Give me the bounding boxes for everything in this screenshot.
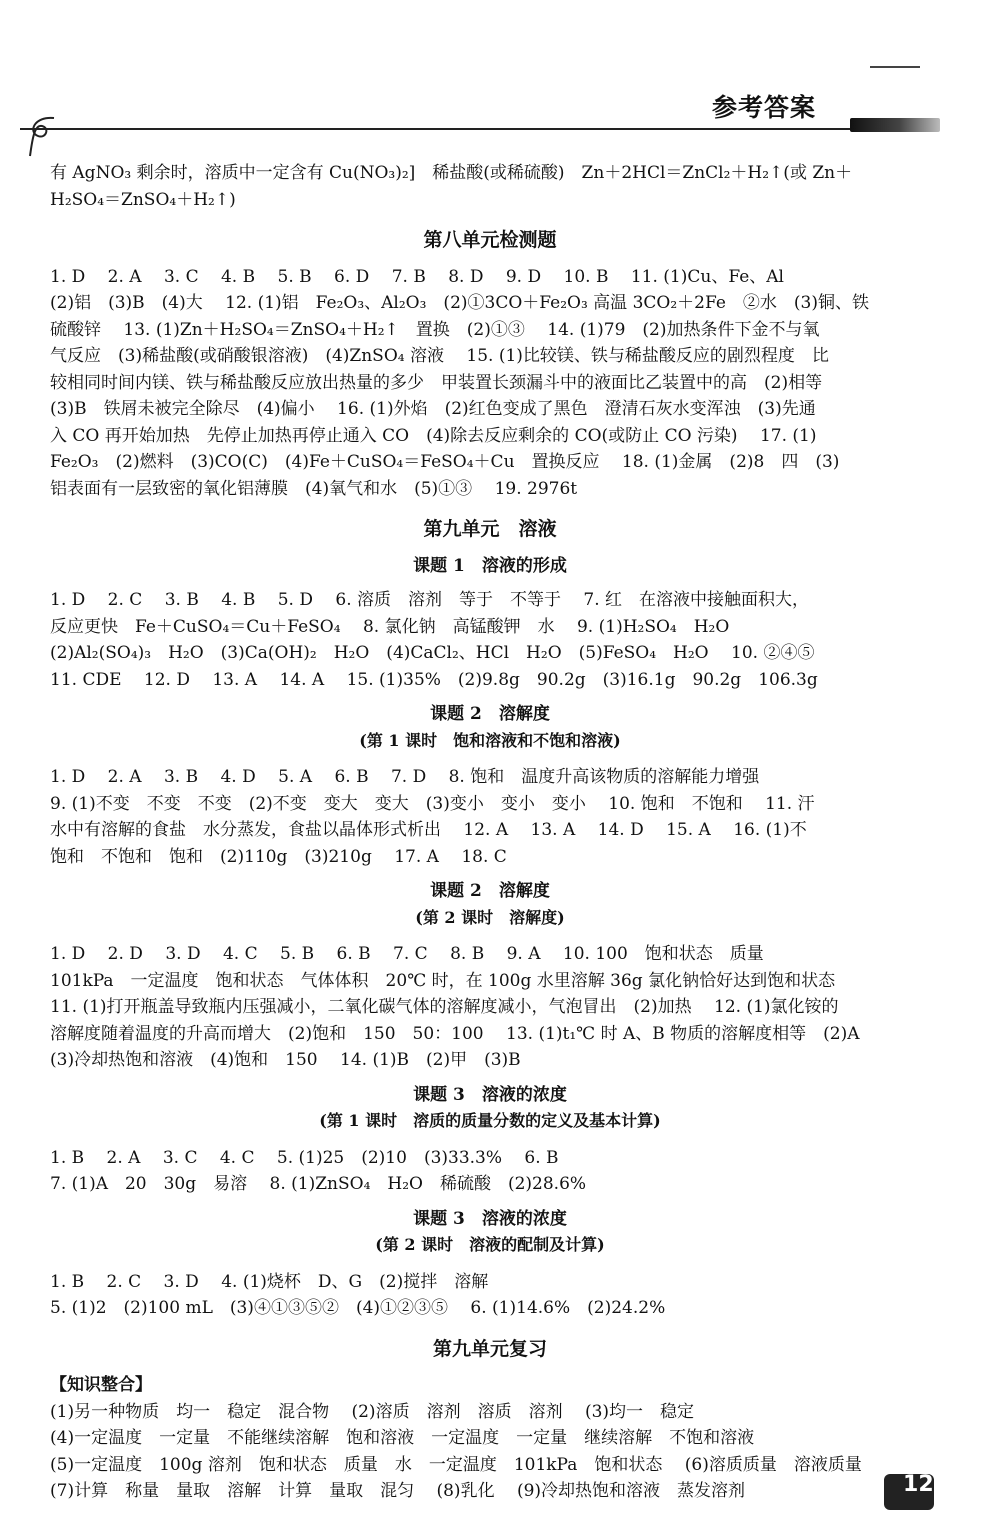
header-ornament-dash xyxy=(870,66,920,68)
topic2a-line: 水中有溶解的食盐 水分蒸发，食盐以晶体形式析出 12. A 13. A 14. D 15. A 16. (1)不 xyxy=(50,820,807,840)
header-bar-decoration xyxy=(850,118,940,132)
topic1-line: 11. CDE 12. D 13. A 14. A 15. (1)35% (2)9.8g 90.2g (3)16.1g 90.2g 106.3g xyxy=(50,669,818,690)
unit8-line: 较相同时间内镁、铁与稀盐酸反应放出热量的多少 甲装置长颈漏斗中的液面比乙装置中的高 (2)相等 xyxy=(50,372,823,393)
swirl-ornament-icon xyxy=(24,112,68,162)
header-rule xyxy=(20,128,880,130)
topic2b-line: 1. D 2. D 3. D 4. C 5. B 6. B 7. C 8. B 9. A 10. 100 饱和状态 质量 xyxy=(50,944,764,964)
topic2a-line: 1. D 2. A 3. B 4. D 5. A 6. B 7. D 8. 饱和 温度升高该物质的溶解能力增强 xyxy=(50,767,760,787)
unit9-title: 第九单元 溶液 xyxy=(423,518,557,540)
topic2b-line: 11. (1)打开瓶盖导致瓶内压强减小，二氧化碳气体的溶解度减小，气泡冒出 (2)加热 12. (1)氯化铵的 xyxy=(50,997,839,1017)
topic3a-line: 7. (1)A 20 30g 易溶 8. (1)ZnSO₄ H₂O 稀硫酸 (2)28.6% xyxy=(50,1174,587,1194)
review-line: (4)一定温度 一定量 不能继续溶解 饱和溶液 一定温度 一定量 继续溶解 不饱和溶液 xyxy=(50,1428,755,1448)
unit8-line: 1. D 2. A 3. C 4. B 5. B 6. D 7. B 8. D 9. D 10. B 11. (1)Cu、Fe、Al xyxy=(50,266,784,287)
topic2a-title: 课题 2 溶解度 xyxy=(430,704,550,724)
answer-content xyxy=(50,160,930,1505)
review-line: (5)一定温度 100g 溶剂 饱和状态 质量 水 一定温度 101kPa 饱和状态 (6)溶质质量 溶液质量 xyxy=(50,1454,862,1475)
review-line: (7)计算 称量 量取 溶解 计算 量取 混匀 (8)乳化 (9)冷却热饱和溶液 蒸发溶剂 xyxy=(50,1481,746,1501)
topic3b-subtitle: (第 2 课时 溶液的配制及计算) xyxy=(375,1235,605,1254)
topic2b-subtitle: (第 2 课时 溶解度) xyxy=(415,907,565,927)
review-title: 第九单元复习 xyxy=(432,1337,547,1360)
unit8-line: 硫酸锌 13. (1)Zn＋H₂SO₄＝ZnSO₄＋H₂↑ 置换 (2)①③ 14. (1)79 (2)加热条件下金不与氧 xyxy=(50,319,820,340)
topic1-line: (2)Al₂(SO₄)₃ H₂O (3)Ca(OH)₂ H₂O (4)CaCl₂、HCl H₂O (5)FeSO₄ H₂O 10. ②④⑤ xyxy=(50,643,815,663)
topic3a-title: 课题 3 溶液的浓度 xyxy=(413,1084,567,1105)
topic2a-line: 饱和 不饱和 饱和 (2)110g (3)210g 17. A 18. C xyxy=(50,846,507,867)
topic3a-line: 1. B 2. A 3. C 4. C 5. (1)25 (2)10 (3)33.3% 6. B xyxy=(50,1147,559,1168)
intro-line: 有 AgNO₃ 剩余时，溶质中一定含有 Cu(NO₃)₂] 稀盐酸(或稀硫酸) Zn＋2HCl＝ZnCl₂＋H₂↑(或 Zn＋ xyxy=(50,163,853,183)
unit8-title: 第八单元检测题 xyxy=(423,229,557,251)
review-label: 【知识整合】 xyxy=(50,1375,152,1395)
unit8-line: 气反应 (3)稀盐酸(或硝酸银溶液) (4)ZnSO₄ 溶液 15. (1)比较镁、铁与稀盐酸反应的剧烈程度 比 xyxy=(50,346,829,366)
topic1-line: 1. D 2. C 3. B 4. B 5. D 6. 溶质 溶剂 等于 不等于 7. 红 在溶液中接触面积大， xyxy=(50,590,810,610)
topic2b-line: 溶解度随着温度的升高而增大 (2)饱和 150 50：100 13. (1)t₁℃ 时 A、B 物质的溶解度相等 (2)A xyxy=(50,1023,860,1044)
topic3b-line: 1. B 2. C 3. D 4. (1)烧杯 D、G (2)搅拌 溶解 xyxy=(50,1271,489,1292)
unit8-line: (2)铝 (3)B (4)大 12. (1)铝 Fe₂O₃、Al₂O₃ (2)①3CO＋Fe₂O₃ 高温 3CO₂＋2Fe ②水 (3)铜、铁 xyxy=(50,293,869,313)
unit8-line: 入 CO 再开始加热 先停止加热再停止通入 CO (4)除去反应剩余的 CO(或防止 CO 污染) 17. (1) xyxy=(50,425,817,446)
page-number xyxy=(896,1464,956,1504)
unit8-line: Fe₂O₃ (2)燃料 (3)CO(C) (4)Fe＋CuSO₄＝FeSO₄＋Cu 置换反应 18. (1)金属 (2)8 四 (3) xyxy=(50,452,840,472)
topic2b-title: 课题 2 溶解度 xyxy=(430,881,550,901)
unit8-line: (3)B 铁屑未被完全除尽 (4)偏小 16. (1)外焰 (2)红色变成了黑色 澄清石灰水变浑浊 (3)先通 xyxy=(50,399,816,419)
review-line: (1)另一种物质 均一 稳定 混合物 (2)溶质 溶剂 溶质 溶剂 (3)均一 稳定 xyxy=(50,1401,695,1422)
topic2b-line: (3)冷却热饱和溶液 (4)饱和 150 14. (1)B (2)甲 (3)B xyxy=(50,1050,521,1070)
topic3b-line: 5. (1)2 (2)100 mL (3)④①③⑤② (4)①②③⑤ 6. (1)14.6% (2)24.2% xyxy=(50,1298,666,1318)
page-number-text: 125 xyxy=(903,1471,949,1497)
header-title: 参考答案 xyxy=(712,93,817,122)
topic1-line: 反应更快 Fe＋CuSO₄＝Cu＋FeSO₄ 8. 氯化钠 高锰酸钾 水 9. (1)H₂SO₄ H₂O xyxy=(50,616,730,637)
topic2b-line: 101kPa 一定温度 饱和状态 气体体积 20℃ 时，在 100g 水里溶解 36g 氯化钠恰好达到饱和状态 xyxy=(50,970,836,991)
page-header xyxy=(0,0,1000,160)
topic3a-subtitle: (第 1 课时 溶质的质量分数的定义及基本计算) xyxy=(319,1111,661,1130)
topic2a-line: 9. (1)不变 不变 不变 (2)不变 变大 变大 (3)变小 变小 变小 10. 饱和 不饱和 11. 汗 xyxy=(50,793,815,814)
topic3b-title: 课题 3 溶液的浓度 xyxy=(413,1208,567,1229)
intro-line: H₂SO₄＝ZnSO₄＋H₂↑) xyxy=(50,189,236,210)
unit8-line: 铝表面有一层致密的氧化铝薄膜 (4)氧气和水 (5)①③ 19. 2976t xyxy=(50,478,578,499)
topic2a-subtitle: (第 1 课时 饱和溶液和不饱和溶液) xyxy=(359,730,621,750)
topic1-title: 课题 1 溶液的形成 xyxy=(413,555,567,576)
